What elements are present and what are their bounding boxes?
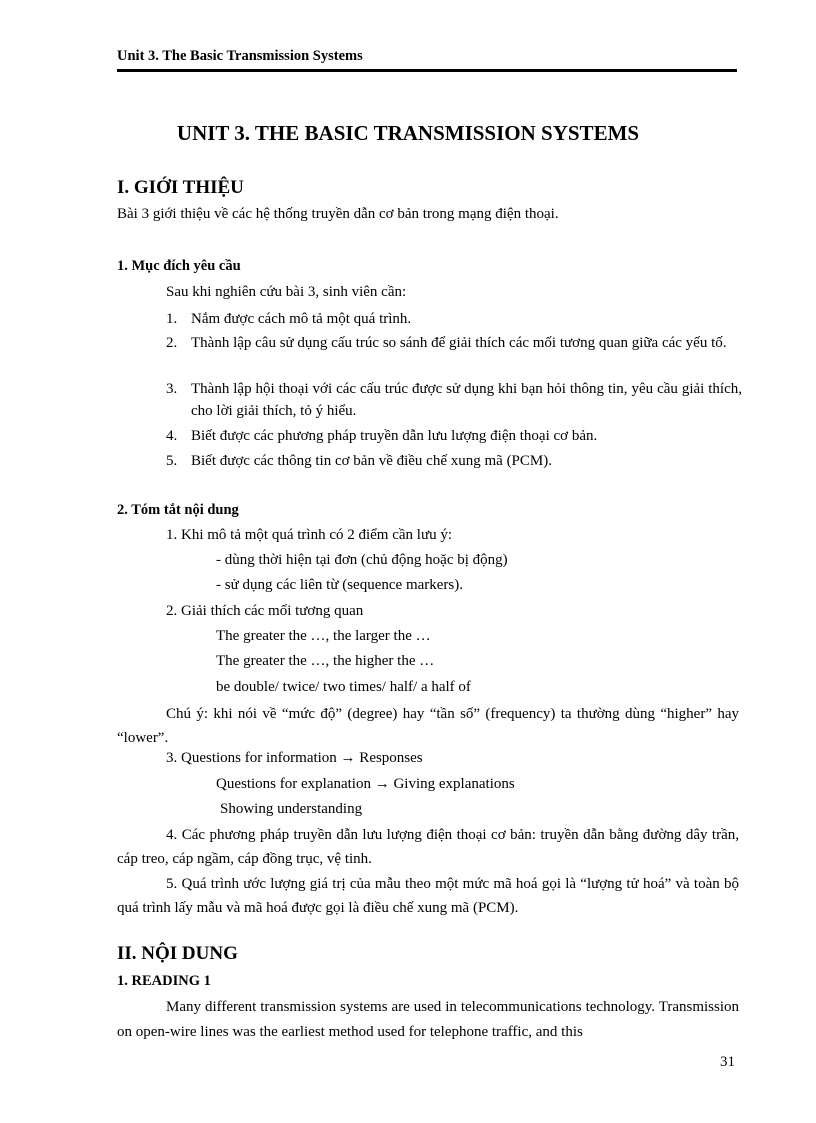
summary-point-2a: The greater the …, the larger the … [216,628,431,644]
list-item-number: 5. [166,453,178,469]
summary-point-2: 2. Giải thích các mối tương quan [166,603,364,619]
summary-point-3a: Questions for explanation → Giving explanations [216,776,515,792]
running-header: Unit 3. The Basic Transmission Systems [117,48,363,64]
list-item-number: 4. [166,428,178,444]
list-item [166,425,742,447]
header-rule [117,69,737,72]
list-item [166,378,742,422]
list-item-text: Biết được các phương pháp truyền dẫn lưu lượng điện thoại cơ bản. [191,428,598,444]
page-number: 31 [720,1054,735,1070]
summary-point-3b: Showing understanding [220,801,363,817]
list-item-text: Thành lập câu sử dụng cấu trúc so sánh để giải thích các mối tương quan giữa các yếu tố. [191,335,727,351]
list-item-text: Biết được các thông tin cơ bản về điều chế xung mã (PCM). [191,453,552,469]
page-title: UNIT 3. THE BASIC TRANSMISSION SYSTEMS [176,121,640,145]
intro-heading: I. GIỚI THIỆU [117,177,244,198]
objectives-heading: 1. Mục đích yêu cầu [117,258,241,274]
list-item [166,450,742,472]
list-item-text: Thành lập hội thoại với các cấu trúc được sử dụng khi bạn hỏi thông tin, yêu cầu giải thích, cho lời giải thích, tỏ ý hiểu. [191,381,742,419]
summary-heading: 2. Tóm tắt nội dung [117,502,239,518]
summary-point-1b: - sử dụng các liên từ (sequence markers). [216,577,463,593]
list-item-number: 2. [166,335,178,351]
reading-text: Many different transmission systems are used in telecommunications technology. Transmission on open-wire lines was the earliest method used for telephone traffic, and this [117,999,739,1040]
reading-heading: 1. READING 1 [117,973,211,989]
list-item [166,308,742,330]
list-item-number: 3. [166,381,178,397]
summary-point-3: 3. Questions for information → Responses [166,750,423,766]
list-item [166,332,742,354]
objectives-lead: Sau khi nghiên cứu bài 3, sinh viên cần: [166,284,407,300]
summary-point-5: 5. Quá trình ước lượng giá trị của mẫu theo một mức mã hoá gọi là “lượng tử hoá” và toàn bộ quá trình lấy mẫu và mã hoá được gọi là điều chế xung mã (PCM). [117,876,739,916]
summary-point-2b: The greater the …, the higher the … [216,653,435,669]
content-heading: II. NỘI DUNG [117,943,238,964]
summary-point-1: 1. Khi mô tả một quá trình có 2 điểm cần lưu ý: [166,527,452,543]
summary-point-4: 4. Các phương pháp truyền dẫn lưu lượng điện thoại cơ bản: truyền dẫn bằng đường dây trần, cáp treo, cáp ngầm, cáp đồng trục, vệ tinh. [117,827,739,867]
summary-point-1a: - dùng thời hiện tại đơn (chủ động hoặc bị động) [216,552,508,568]
summary-note: Chú ý: khi nói về “mức độ” (degree) hay “tần số” (frequency) ta thường dùng “higher” hay “lower”. [117,706,739,746]
intro-text: Bài 3 giới thiệu về các hệ thống truyền dẫn cơ bản trong mạng điện thoại. [117,206,559,222]
list-item-number: 1. [166,311,178,327]
list-item-text: Nắm được cách mô tả một quá trình. [191,311,412,327]
summary-point-2c: be double/ twice/ two times/ half/ a half of [216,679,471,695]
